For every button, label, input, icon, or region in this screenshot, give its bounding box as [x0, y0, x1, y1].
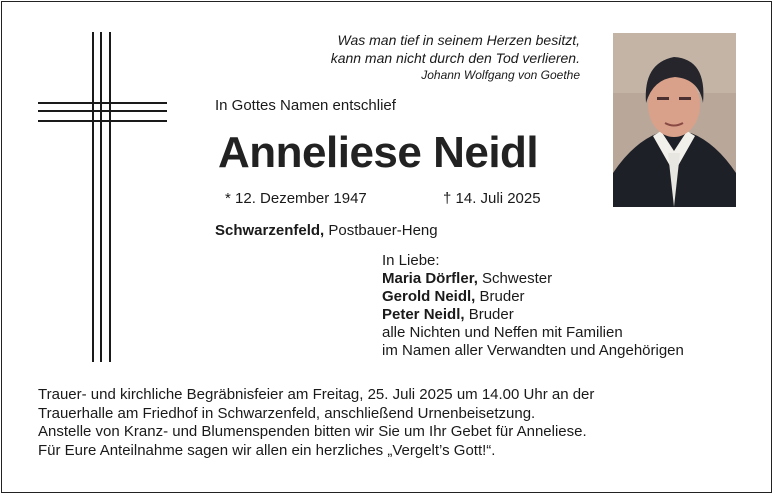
quote-line-2: kann man nicht durch den Tod verlieren.: [330, 50, 580, 66]
place-main: Schwarzenfeld,: [215, 222, 325, 239]
portrait-photo: [613, 33, 736, 207]
mourner-name: Gerold Neidl,: [382, 288, 476, 305]
deceased-name: Anneliese Neidl: [218, 128, 539, 177]
list-item: [382, 306, 684, 324]
birth-date: * 12. Dezember 1947: [225, 190, 367, 207]
footer-line-2: Trauerhalle am Friedhof in Schwarzenfeld, anschließend Urnenbeisetzung.: [38, 404, 536, 422]
mourner-relation: Bruder: [479, 288, 525, 305]
footer-line-1: Trauer- und kirchliche Begräbnisfeier am Freitag, 25. Juli 2025 um 14.00 Uhr an der: [38, 386, 595, 403]
mourner-relation: Bruder: [468, 306, 514, 323]
mourner-name: Maria Dörfler,: [382, 270, 478, 287]
mourner-name: Peter Neidl,: [382, 306, 465, 323]
quote-author: Johann Wolfgang von Goethe: [421, 68, 580, 82]
footer-line-3: Anstelle von Kranz- und Blumenspenden bitten wir Sie um Ihr Gebet für Anneliese.: [38, 423, 587, 440]
place-secondary: Postbauer-Heng: [328, 222, 438, 239]
footer-line-4: Für Eure Anteilnahme sagen wir allen ein herzliches „Vergelt’s Gott!“.: [38, 441, 496, 459]
funeral-info: [38, 386, 594, 460]
intro-text: In Gottes Namen entschlief: [215, 97, 396, 114]
mourners-extra-1: alle Nichten und Neffen mit Familien: [382, 324, 623, 341]
mourner-relation: Schwester: [482, 270, 553, 287]
goethe-quote: [331, 31, 580, 83]
mourners-block: [382, 252, 684, 360]
list-item: [382, 288, 684, 306]
list-item: [382, 270, 684, 288]
death-date: † 14. Juli 2025: [443, 190, 541, 207]
quote-line-1: Was man tief in seinem Herzen besitzt,: [337, 32, 580, 48]
mourners-extra-2: im Namen aller Verwandten und Angehörigen: [382, 342, 684, 359]
mourners-heading: In Liebe:: [382, 252, 440, 269]
place-line: [215, 222, 438, 239]
